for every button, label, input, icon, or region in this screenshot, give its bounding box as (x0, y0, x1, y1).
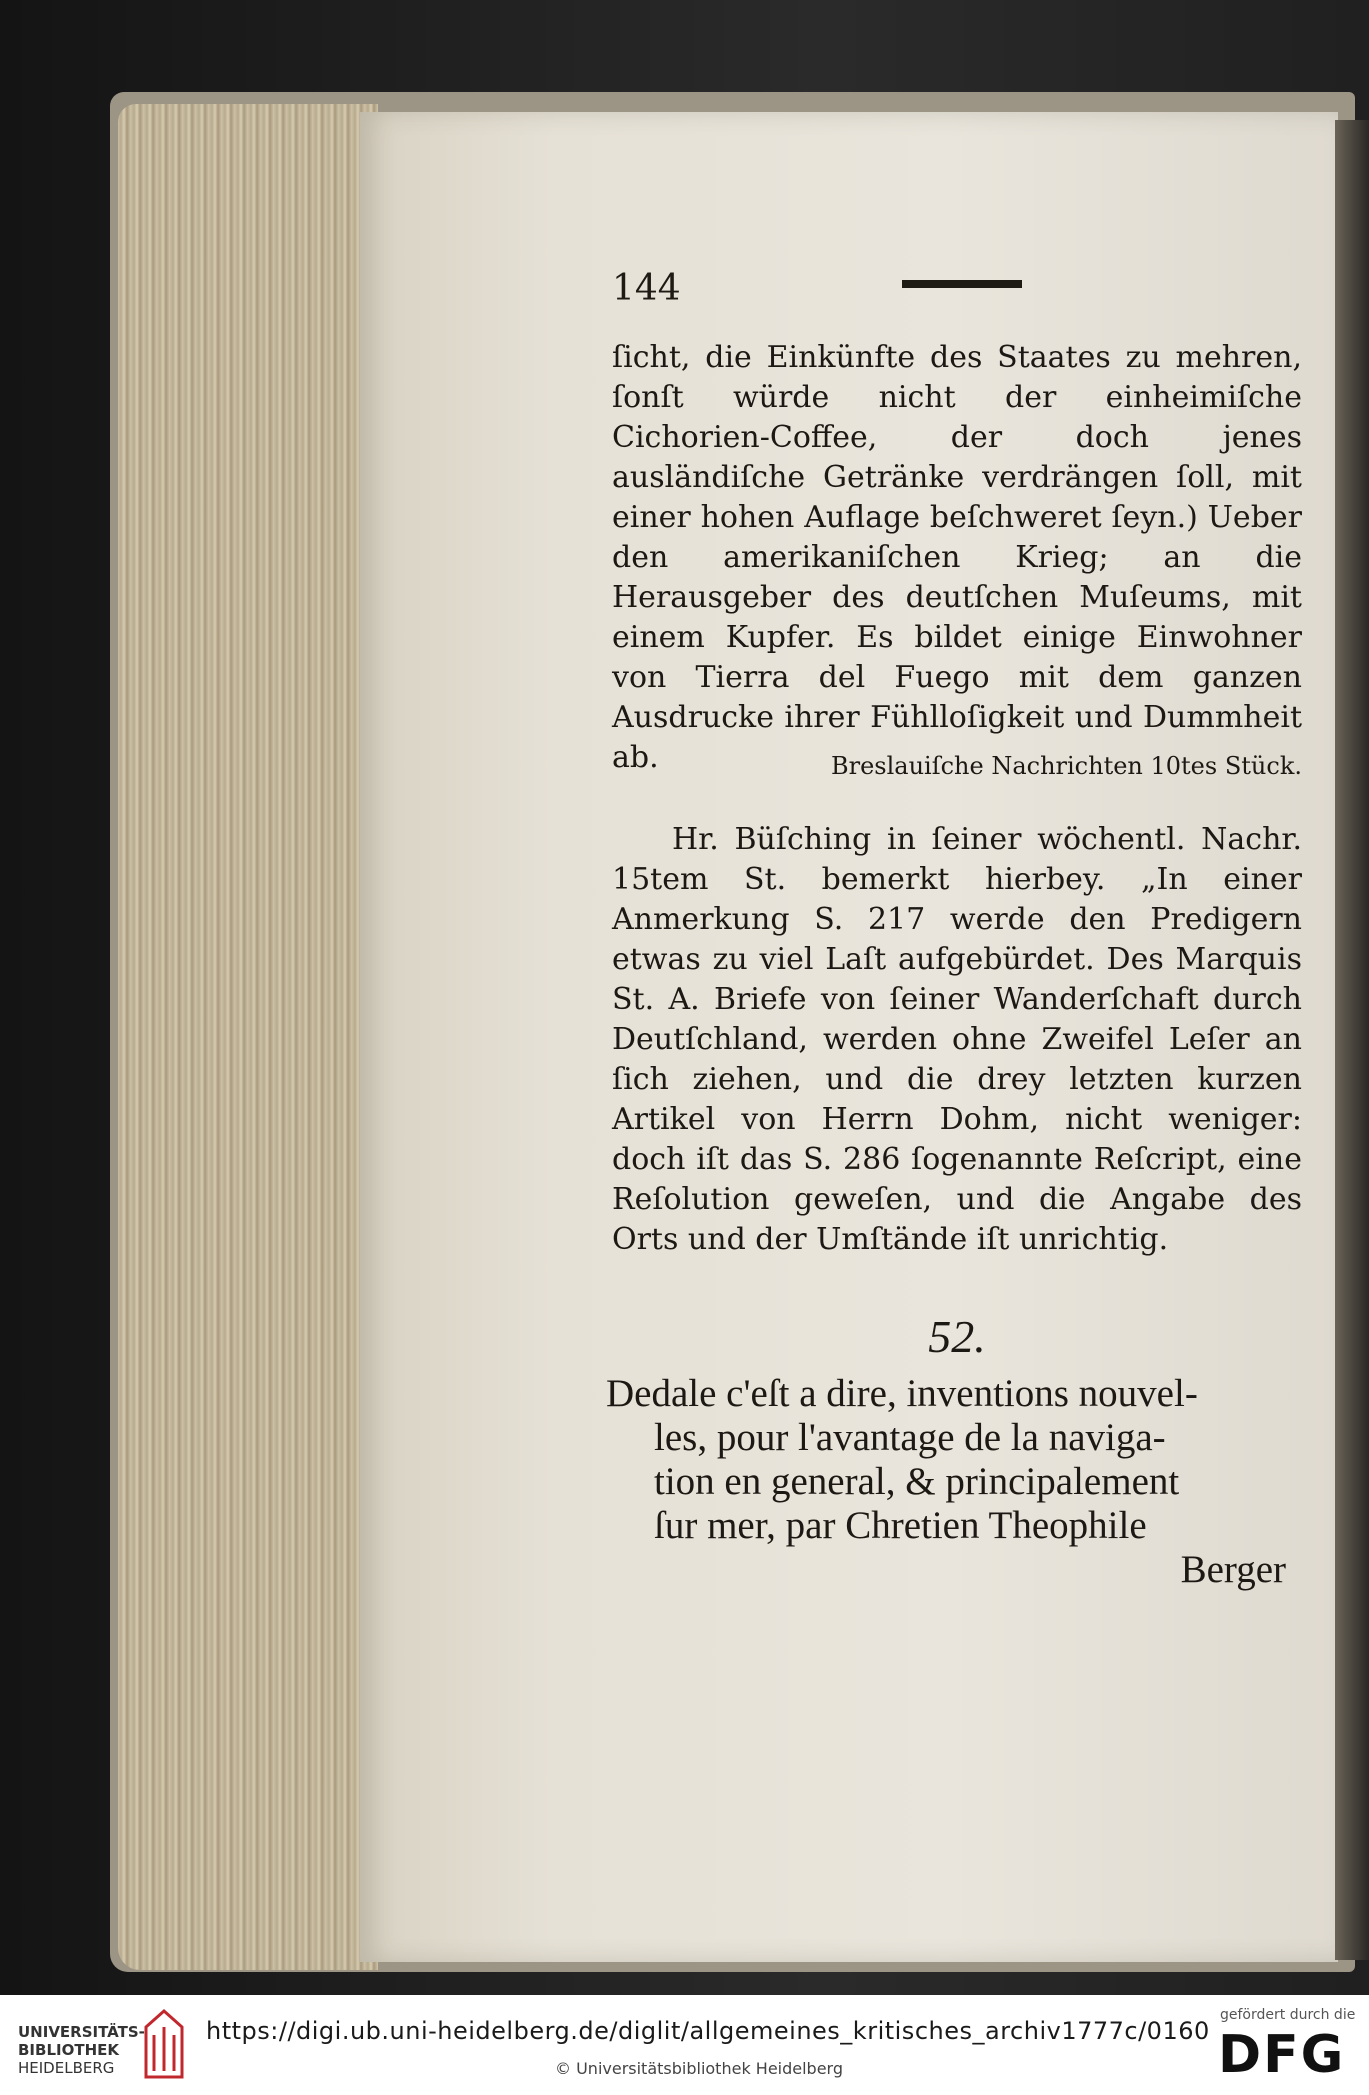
footer-bar (0, 1995, 1369, 2095)
source-citation: Breslauiſche Nachrichten 10tes Stück. (830, 752, 1302, 780)
spine-shadow (1335, 120, 1369, 1960)
entry-title-line: ſur mer, par Chretien Theophile (654, 1504, 1147, 1547)
library-name-line2: BIBLIOTHEK (18, 2041, 119, 2059)
document-url-link[interactable]: https://digi.ub.uni-heidelberg.de/diglit/allgemeines_kritisches_archiv1777c/0160 (206, 2017, 1210, 2045)
copyright-notice: © Universitätsbibliothek Heidelberg (555, 2059, 844, 2078)
sponsor-note: gefördert durch die (1220, 2007, 1356, 2023)
entry-title (606, 1372, 1296, 1592)
page-number: 144 (612, 268, 681, 309)
entry-title-line: Dedale c'eſt a dire, inventions nouvel- (606, 1372, 1198, 1415)
header-rule (902, 280, 1022, 288)
library-logo-text (18, 2023, 145, 2077)
library-name-line1: UNIVERSITÄTS- (18, 2023, 145, 2041)
library-city: HEIDELBERG (18, 2059, 115, 2077)
paragraph-buesching: Hr. Büſching in ſeiner wöchentl. Nachr. 15tem St. bemerkt hierbey. „In einer Anmerkung S. 217 werde den Predigern etwas zu viel Laſt aufgebürdet. Des Marquis St. A. Briefe von ſeiner Wanderſchaft durch Deutſchland, werden ohne Zweifel Leſer an ſich ziehen, und die drey letzten kurzen Artikel von Herrn Dohm, nicht weniger: doch iſt das S. 286 ſogenannte Reſcript, eine Reſolution geweſen, und die Angabe des Orts und der Umſtände iſt unrichtig. (612, 822, 1302, 1257)
entry-title-line: Berger (1180, 1548, 1286, 1591)
entry-title-line: tion en general, & principalement (654, 1460, 1180, 1503)
library-logo-icon (142, 2007, 186, 2081)
paragraph-continuation: ſicht, die Einkünfte des Staates zu mehren, ſonſt würde nicht der einheimiſche Cichorien-Coffee, der doch jenes ausländiſche Getränke verdrängen ſoll, mit einer hohen Auflage beſchweret ſeyn.) Ueber den amerikaniſchen Krieg; an die Herausgeber des deutſchen Muſeums, mit einem Kupfer. Es bildet einige Einwohner von Tierra del Fuego mit dem ganzen Ausdrucke ihrer Fühlloſigkeit und Dummheit ab. (612, 340, 1302, 775)
dfg-logo: DFG (1218, 2025, 1346, 2085)
entry-title-line: les, pour l'avantage de la naviga- (654, 1416, 1166, 1459)
page-edges (118, 104, 378, 1970)
entry-number: 52. (928, 1311, 986, 1362)
page-header (612, 268, 1302, 318)
